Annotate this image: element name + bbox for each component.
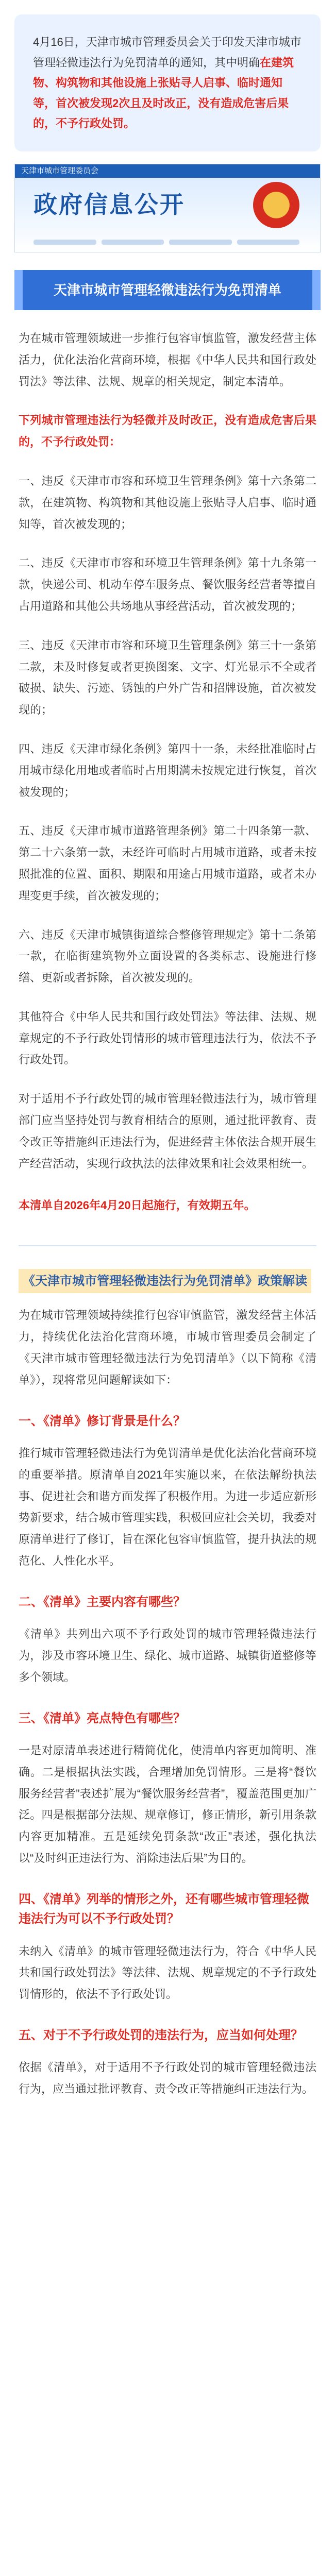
list-title: 天津市城市管理轻微违法行为免罚清单 <box>53 282 281 298</box>
banner-decoration <box>34 240 299 245</box>
item-1: 一、违反《天津市市容和环境卫生管理条例》第十六条第二款，在建筑物、构筑物和其他设施上张贴寻人启事、临时通知等，首次被发现的； <box>19 474 316 531</box>
policy-intro: 为在城市管理领域持续推行包容审慎监管，激发经营主体活力，持续优化法治化营商环境，市城市管理委员会制定了《天津市城市管理轻微违法行为免罚清单》（以下简称《清单》），现将常见问题解读如下： <box>19 1309 316 1386</box>
qa-answer-1: 推行城市管理轻微违法行为免罚清单是优化法治化营商环境的重要举措。原清单自2021年实施以来，在依法解纷执法事、促进社会和谐方面发挥了积极作用。为进一步适应新形势新要求，结合城市管理实践，积极回应社会关切，我委对原清单进行了修订，旨在深化包容审慎监管，提升执法的规范化、人性化水平。 <box>19 1447 316 1568</box>
qa-answer-2: 《清单》共列出六项不予行政处罚的城市管理轻微违法行为，涉及市容环境卫生、绿化、城市道路、城镇街道整修等多个领域。 <box>19 1628 316 1684</box>
section-divider <box>19 1245 316 1246</box>
policy-section-heading: 《天津市城市管理轻微违法行为免罚清单》政策解读 <box>19 1269 311 1293</box>
gov-info-banner-image <box>14 164 321 252</box>
intro-highlight: 在建筑物、构筑物和其他设施上张贴寻人启事、临时通知等，首次被发现2次且及时改正，没有造成危害后果的，不予行政处罚。 <box>33 56 294 130</box>
para-0: 为在城市管理领域进一步推行包容审慎监管，激发经营主体活力，优化法治化营商环境，根据《中华人民共和国行政处罚法》等法律、法规、规章的相关规定，制定本清单。 <box>19 331 316 388</box>
title-deco-right <box>312 270 321 310</box>
list-body <box>0 328 335 1216</box>
intro-text: 4月16日，天津市城市管理委员会关于印发天津市城市管理轻微违法行为免罚清单的通知，其中明确 <box>33 36 301 69</box>
banner-site-name: 天津市城市管理委员会 <box>15 164 320 178</box>
item-3: 三、违反《天津市市容和环境卫生管理条例》第三十一条第二款，未及时修复或者更换图案、文字、灯光显示不全或者破损、缺失、污迹、锈蚀的户外广告和招牌设施，首次被发现的； <box>19 638 316 717</box>
emblem-icon <box>253 182 299 228</box>
list-title-bar <box>14 270 321 310</box>
item-5: 五、违反《天津市城市道路管理条例》第二十四条第一款、第二十六条第一款，未经许可临时占用城市道路，或者未按照批准的位置、面积、期限和用途占用城市道路，或者未办理变更手续，首次被发现的； <box>19 824 316 902</box>
para-1: 下列城市管理违法行为轻微并及时改正，没有造成危害后果的，不予行政处罚： <box>19 414 316 449</box>
para-other: 其他符合《中华人民共和国行政处罚法》等法律、法规、规章规定的不予行政处罚情形的城市管理违法行为，依法不予行政处罚。 <box>19 1010 316 1066</box>
item-6: 六、违反《天津市城镇街道综合整修管理规定》第十二条第一款，在临街建筑物外立面设置的各类标志、设施进行修缮、更新或者拆除，首次被发现的。 <box>19 928 316 985</box>
qa-question-2: 二、《清单》主要内容有哪些？ <box>19 1595 186 1609</box>
qa-answer-3: 一是对原清单表述进行精简优化，使清单内容更加简明、准确。二是根据执法实践，合理增加免罚情形。三是将“餐饮服务经营者”表述扩展为“餐饮服务经营者”，覆盖范围更加广泛。四是根据部分法规、规章修订，修正情形，新引用条款内容更加精准。五是延续免罚条款“改正”表述，强化执法以“及时纠正违法行为、消除违法后果”为目的。 <box>19 1743 316 1865</box>
qa-question-3: 三、《清单》亮点特色有哪些？ <box>19 1711 186 1725</box>
qa-question-4: 四、《清单》列举的情形之外，还有哪些城市管理轻微违法行为可以不予行政处罚？ <box>19 1892 309 1926</box>
qa-question-1: 一、《清单》修订背景是什么？ <box>19 1414 186 1428</box>
qa-question-5: 五、对于不予行政处罚的违法行为，应当如何处理？ <box>19 2028 303 2042</box>
effective-date: 本清单自2026年4月20日起施行，有效期五年。 <box>19 1199 256 1212</box>
banner-title: 政府信息公开 <box>34 191 185 218</box>
item-4: 四、违反《天津市绿化条例》第四十一条，未经批准临时占用城市绿化用地或者临时占用期满未按规定进行恢复，首次被发现的； <box>19 742 316 799</box>
qa-answer-5: 依据《清单》，对于适用不予行政处罚的城市管理轻微违法行为，应当通过批评教育、责令改正等措施纠正违法行为。 <box>19 2061 316 2096</box>
title-deco-left <box>14 270 23 310</box>
item-2: 二、违反《天津市市容和环境卫生管理条例》第十九条第一款，快递公司、机动车停车服务点、餐饮服务经营者等擅自占用道路和其他公共场地从事经营活动，首次被发现的； <box>19 556 316 613</box>
para-principle: 对于适用不予行政处罚的城市管理轻微违法行为，城市管理部门应当坚持处罚与教育相结合的原则，通过批评教育、责令改正等措施纠正违法行为，促进经营主体依法合规开展生产经营活动，实现行政执法的法律效果和社会效果相统一。 <box>19 1092 316 1170</box>
intro-box <box>14 14 321 151</box>
qa-answer-4: 未纳入《清单》的城市管理轻微违法行为，符合《中华人民共和国行政处罚法》等法律、法规、规章规定的不予行政处罚情形的，依法不予行政处罚。 <box>19 1944 316 2001</box>
